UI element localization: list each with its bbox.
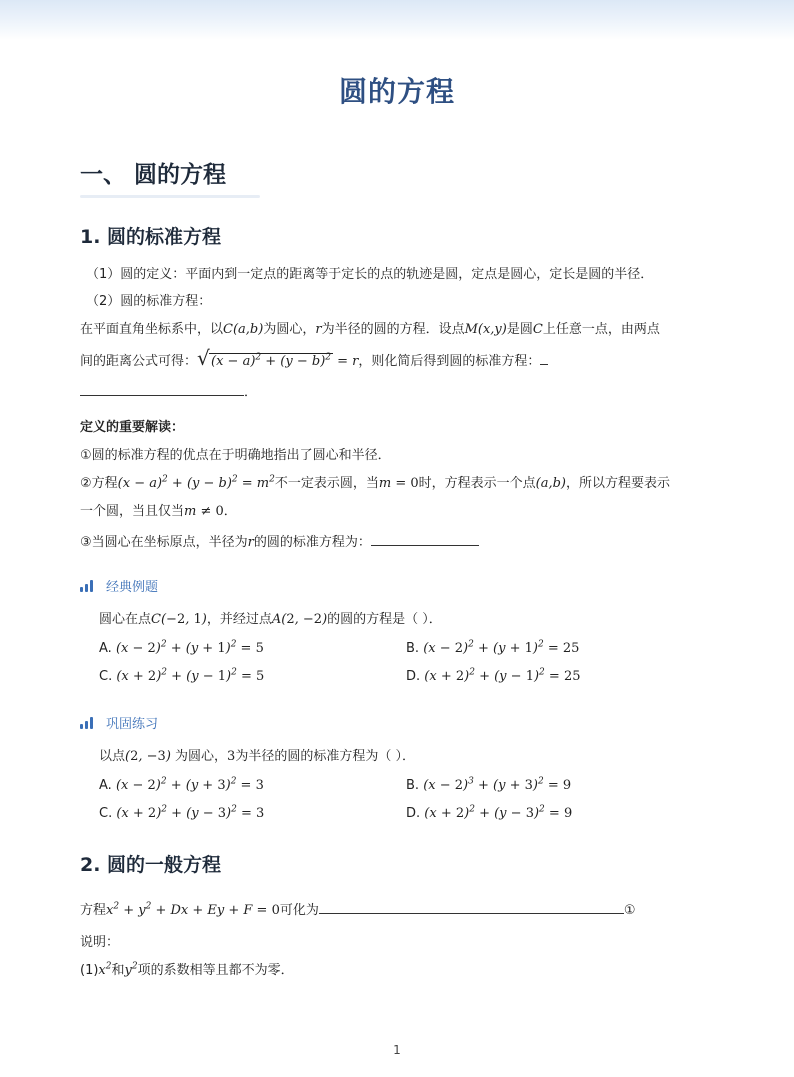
practice-option-a[interactable]: A. $(x - 2)^2 + (y + 3)^2 = 3$ bbox=[99, 776, 264, 793]
practice-option-d[interactable]: D. $(x + 2)^2 + (y - 3)^2 = 9$ bbox=[406, 804, 573, 821]
document-title: 圆的方程 bbox=[338, 75, 455, 108]
example-option-b[interactable]: B. $(x - 2)^2 + (y + 1)^2 = 25$ bbox=[406, 639, 580, 656]
standard-equation-label: （2）圆的标准方程： bbox=[86, 294, 212, 309]
general-equation-line: 方程$x^2 + y^2 + Dx + Ey + F = 0$可化为 ① bbox=[80, 899, 636, 921]
practice-option-c[interactable]: C. $(x + 2)^2 + (y - 3)^2 = 3$ bbox=[99, 804, 265, 821]
answer-blank[interactable] bbox=[319, 899, 624, 914]
practice-option-b[interactable]: B. $(x - 2)^3 + (y + 3)^2 = 9$ bbox=[406, 776, 572, 793]
subsection-title-general: 2. 圆的一般方程 bbox=[80, 854, 222, 876]
explanation-label: 说明： bbox=[80, 935, 120, 950]
section-underline bbox=[80, 195, 260, 198]
derivation-line-3: ． bbox=[80, 381, 257, 403]
example-question: 圆心在点C(−2, 1)，并经过点A(2, −2)的圆的方程是（ ）． bbox=[99, 612, 442, 627]
answer-blank[interactable] bbox=[80, 381, 244, 396]
practice-heading: 巩固练习 bbox=[80, 713, 158, 732]
example-heading: 经典例题 bbox=[80, 576, 158, 595]
subsection-title-standard: 1. 圆的标准方程 bbox=[80, 226, 222, 248]
example-option-a[interactable]: A. $(x - 2)^2 + (y + 1)^2 = 5$ bbox=[99, 639, 264, 656]
example-option-c[interactable]: C. $(x + 2)^2 + (y - 1)^2 = 5$ bbox=[99, 667, 265, 684]
note-1: ①圆的标准方程的优点在于明确地指出了圆心和半径． bbox=[80, 448, 391, 463]
explanation-item-1: $(1)x^2$和$y^2$项的系数相等且都不为零． bbox=[80, 961, 294, 978]
page-number: 1 bbox=[393, 1043, 401, 1057]
notes-heading: 定义的重要解读： bbox=[80, 420, 185, 435]
example-option-d[interactable]: D. $(x + 2)^2 + (y - 1)^2 = 25$ bbox=[406, 667, 581, 684]
note-3: ③当圆心在坐标原点，半径为r的圆的标准方程为： bbox=[80, 531, 479, 553]
header-band bbox=[0, 0, 794, 40]
answer-blank[interactable] bbox=[540, 350, 548, 365]
note-2: ②方程$(x - a)^2 + (y - b)^2 = m^2$不一定表示圆，当m = 0时，方程表示一个点(a,b)，所以方程要表示 bbox=[80, 474, 671, 491]
derivation-line-1: 在平面直角坐标系中，以C(a,b)为圆心，r为半径的圆的方程．设点M(x,y)是圆C上任意一点，由两点 bbox=[80, 322, 660, 337]
derivation-line-2: 间的距离公式可得： √ $(x - a)^2 + (y - b)^2 = r$，则化简后得到圆的标准方程： bbox=[80, 350, 548, 372]
section-title: 一、 圆的方程 bbox=[80, 162, 227, 188]
bar-chart-icon bbox=[80, 580, 96, 592]
answer-blank[interactable] bbox=[371, 531, 479, 546]
practice-question: 以点(2, −3) 为圆心，3为半径的圆的标准方程为（ ）． bbox=[99, 749, 415, 764]
definition-line: （1）圆的定义：平面内到一定点的距离等于定长的点的轨迹是圆，定点是圆心，定长是圆的半径． bbox=[86, 267, 654, 282]
note-2-cont: 一个圆，当且仅当m ≠ 0． bbox=[80, 504, 237, 519]
bar-chart-icon bbox=[80, 717, 96, 729]
